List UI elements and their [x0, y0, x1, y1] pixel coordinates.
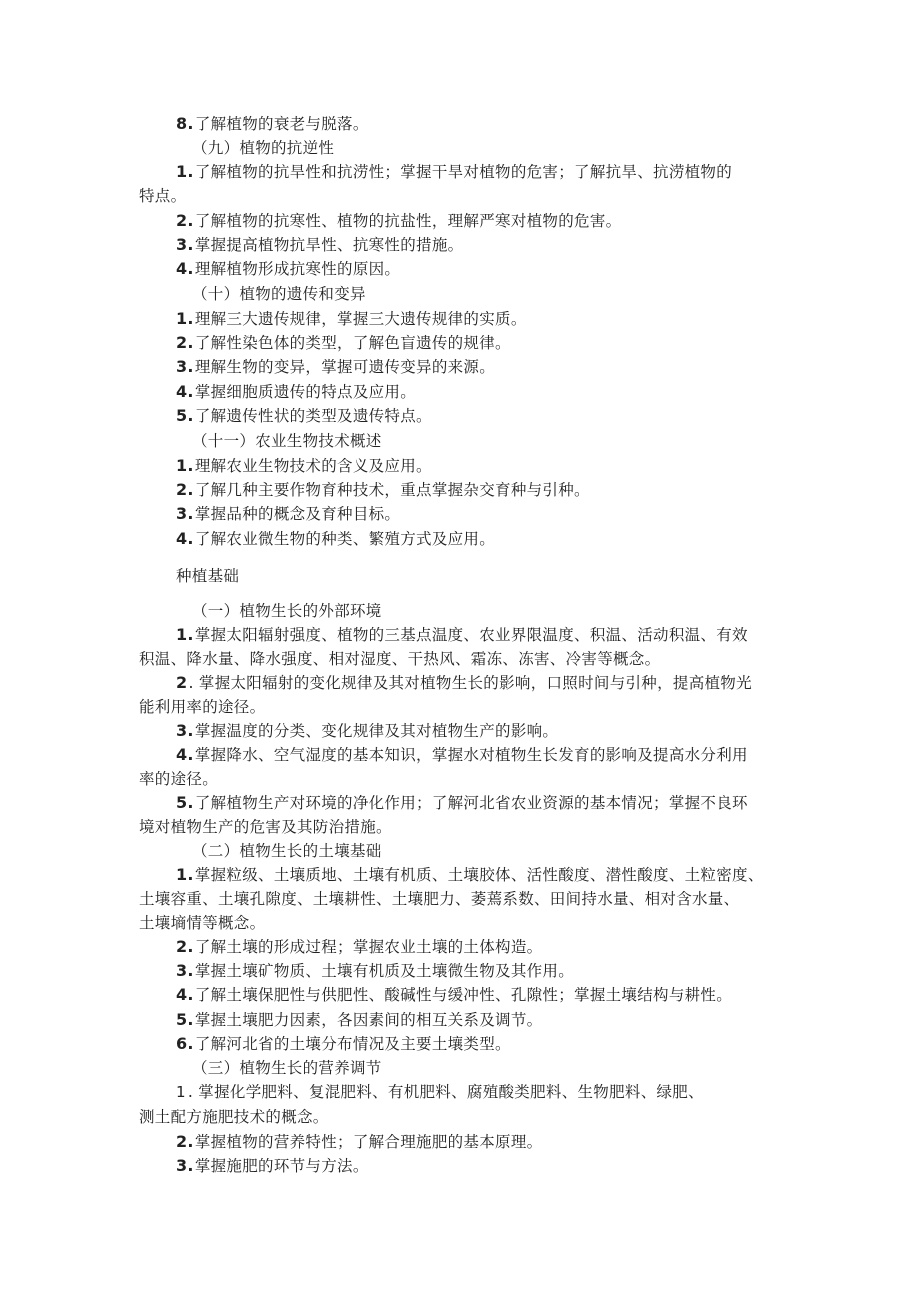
- section-heading: （九）植物的抗逆性: [192, 139, 335, 157]
- item-number: 4.: [176, 259, 194, 278]
- item-text: 掌握土壤矿物质、土壤有机质及土壤微生物及其作用。: [194, 962, 575, 980]
- item-text: 掌握太阳辐射强度、植物的三基点温度、农业界限温度、积温、活动积温、有效: [194, 626, 748, 644]
- section-heading: （三）植物生长的营养调节: [192, 1059, 382, 1077]
- item-text: 理解植物形成抗寒性的原因。: [194, 260, 401, 278]
- item-number: 4.: [176, 745, 194, 764]
- item-text: 掌握降水、空气湿度的基本知识，掌握水对植物生长发育的影响及提高水分利用: [194, 746, 748, 764]
- list-item: [176, 406, 432, 426]
- item-number: 3.: [176, 961, 194, 980]
- item-number: 3.: [176, 721, 194, 740]
- list-item: [176, 1132, 542, 1152]
- list-item: [176, 721, 558, 741]
- list-item: [176, 1082, 704, 1102]
- list-item: [176, 985, 732, 1005]
- list-item: [176, 309, 527, 329]
- item-number: 4.: [176, 382, 194, 401]
- list-item: [176, 162, 732, 182]
- item-number: 1.: [176, 309, 194, 328]
- item-text: 掌握提高植物抗旱性、抗寒性的措施。: [194, 236, 464, 254]
- continuation-line: 测土配方施肥技术的概念。: [139, 1108, 329, 1126]
- item-number: 2.: [176, 211, 194, 230]
- item-number: 2.: [176, 480, 194, 499]
- item-number: 3.: [176, 357, 194, 376]
- list-item: [176, 1010, 542, 1030]
- item-text: 理解生物的变异，掌握可遗传变异的来源。: [194, 358, 496, 376]
- item-text: 了解河北省的土壤分布情况及主要土壤类型。: [194, 1035, 511, 1053]
- list-item: [176, 382, 416, 402]
- list-item: [176, 456, 432, 476]
- continuation-line: 积温、降水量、降水强度、相对湿度、干热风、霜冻、冻害、冷害等概念。: [139, 650, 661, 668]
- item-text: 理解农业生物技术的含义及应用。: [194, 457, 432, 475]
- list-item: [176, 745, 748, 765]
- item-number: 1: [176, 1083, 186, 1101]
- continuation-line: 土壤容重、土壤孔隙度、土壤耕性、土壤肥力、萎蔫系数、田间持水量、相对含水量、: [139, 890, 740, 908]
- item-text: 掌握品种的概念及育种目标。: [194, 505, 401, 523]
- continuation-line: 境对植物生产的危害及其防治措施。: [139, 818, 392, 836]
- list-item: [176, 673, 752, 693]
- item-text: . 掌握化学肥料、复混肥料、有机肥料、腐殖酸类肥料、生物肥料、绿肥、: [187, 1083, 704, 1101]
- item-text: 了解土壤的形成过程；掌握农业土壤的土体构造。: [194, 938, 543, 956]
- item-number: 3.: [176, 235, 194, 254]
- item-number: 1.: [176, 456, 194, 475]
- item-number: 5.: [176, 406, 194, 425]
- item-number: 2.: [176, 333, 194, 352]
- list-item: [176, 529, 495, 549]
- list-item: [176, 793, 748, 813]
- item-number: 1.: [176, 162, 194, 181]
- list-item: [176, 333, 511, 353]
- section-heading: （十）植物的遗传和变异: [192, 285, 366, 303]
- list-item: [176, 1156, 369, 1176]
- section-heading: （二）植物生长的土壤基础: [192, 842, 382, 860]
- item-number: 4.: [176, 985, 194, 1004]
- item-text: 了解植物的抗旱性和抗涝性；掌握干旱对植物的危害；了解抗旱、抗涝植物的: [194, 163, 733, 181]
- continuation-line: 土壤墒情等概念。: [139, 914, 266, 932]
- item-text: 了解农业微生物的种类、繁殖方式及应用。: [194, 530, 496, 548]
- continuation-line: 率的途径。: [139, 770, 219, 788]
- item-number: 5.: [176, 793, 194, 812]
- item-number: 2: [176, 673, 188, 692]
- item-number: 2.: [176, 937, 194, 956]
- item-text: 了解性染色体的类型，了解色盲遗传的规律。: [194, 334, 511, 352]
- item-text: 了解植物的抗寒性、植物的抗盐性，理解严寒对植物的危害。: [194, 212, 622, 230]
- continuation-line: 特点。: [139, 187, 187, 205]
- list-item: [176, 480, 590, 500]
- list-item: [176, 865, 764, 885]
- item-text: 理解三大遗传规律，掌握三大遗传规律的实质。: [194, 310, 527, 328]
- item-text: 了解植物生产对环境的净化作用；了解河北省农业资源的基本情况；掌握不良环: [194, 794, 748, 812]
- item-number: 3.: [176, 1156, 194, 1175]
- part-title: 种植基础: [176, 567, 240, 585]
- item-text: 了解遗传性状的类型及遗传特点。: [194, 407, 432, 425]
- item-number: 5.: [176, 1010, 194, 1029]
- item-number: 2.: [176, 1132, 194, 1151]
- list-item: [176, 625, 748, 645]
- item-text: 掌握粒级、土壤质地、土壤有机质、土壤胶体、活性酸度、潜性酸度、土粒密度、: [194, 866, 764, 884]
- section-heading: （十一）农业生物技术概述: [192, 432, 382, 450]
- section-heading: （一）植物生长的外部环境: [192, 602, 382, 620]
- item-text: 掌握施肥的环节与方法。: [194, 1157, 369, 1175]
- list-item: [176, 504, 400, 524]
- item-number: 1.: [176, 865, 194, 884]
- continuation-line: 能利用率的途径。: [139, 698, 266, 716]
- item-number: 8.: [176, 114, 194, 133]
- item-text: . 掌握太阳辐射的变化规律及其对植物生长的影响，口照时间与引种，提高植物光: [188, 674, 752, 692]
- item-text: 掌握土壤肥力因素，各因素间的相互关系及调节。: [194, 1011, 543, 1029]
- item-text: 掌握细胞质遗传的特点及应用。: [194, 383, 417, 401]
- item-number: 4.: [176, 529, 194, 548]
- list-item: [176, 937, 542, 957]
- item-text: 了解几种主要作物育种技术，重点掌握杂交育种与引种。: [194, 481, 590, 499]
- item-number: 1.: [176, 625, 194, 644]
- list-item: [176, 259, 400, 279]
- list-item: [176, 114, 369, 134]
- item-text: 掌握温度的分类、变化规律及其对植物生产的影响。: [194, 722, 559, 740]
- list-item: [176, 357, 495, 377]
- item-text: 了解土壤保肥性与供肥性、酸碱性与缓冲性、孔隙性；掌握土壤结构与耕性。: [194, 986, 733, 1004]
- item-text: 掌握植物的营养特性；了解合理施肥的基本原理。: [194, 1133, 543, 1151]
- list-item: [176, 961, 574, 981]
- list-item: [176, 211, 621, 231]
- item-number: 6.: [176, 1034, 194, 1053]
- list-item: [176, 235, 463, 255]
- item-text: 了解植物的衰老与脱落。: [194, 115, 369, 133]
- item-number: 3.: [176, 504, 194, 523]
- list-item: [176, 1034, 511, 1054]
